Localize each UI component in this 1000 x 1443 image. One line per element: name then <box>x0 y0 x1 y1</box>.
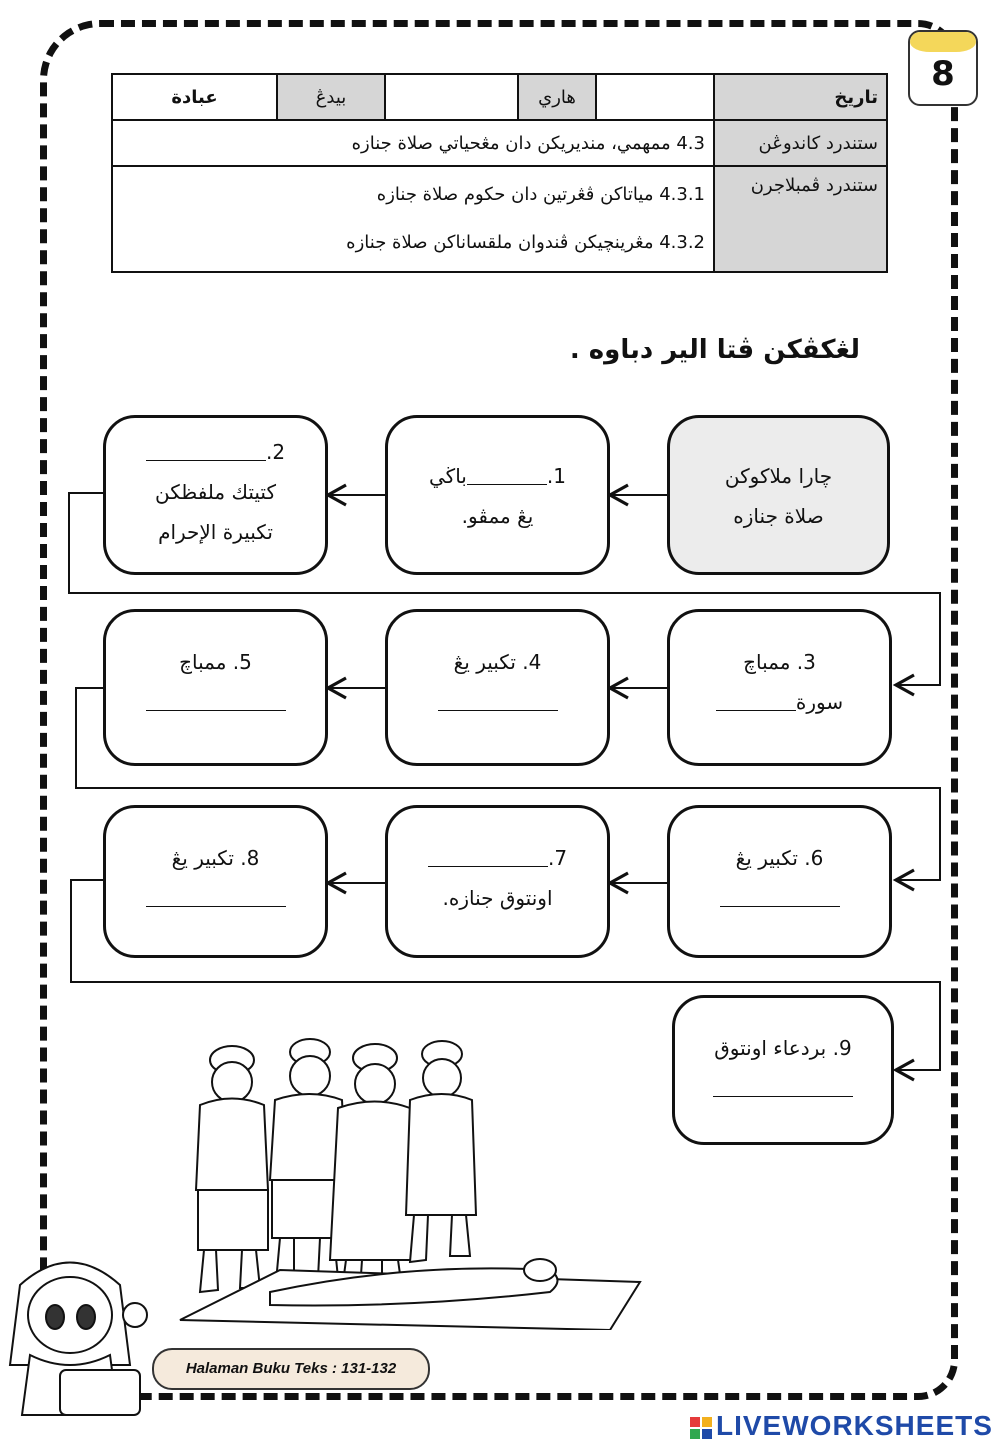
standard-pembelajaran-item: 4.3.2 مڠرينچيكن ڤندوان ملقساناكن صلاة جنازه <box>346 232 705 253</box>
answer-blank-9[interactable] <box>713 1082 853 1097</box>
answer-blank-2[interactable] <box>146 446 266 461</box>
flow-start-line: صلاة جنازه <box>733 504 824 528</box>
answer-blank-3[interactable] <box>716 696 796 711</box>
flow-step-2: 2. كتيتك ملفظكن تكبيرة الإحرام <box>103 415 328 575</box>
bidang-label: بيدڠ <box>277 74 385 120</box>
instruction-text: لڠكڤكن ڤتا الير دباوه . <box>569 335 860 365</box>
answer-blank-8[interactable] <box>146 892 286 907</box>
flow-start-box <box>667 415 890 575</box>
standard-pembelajaran-label: ستندرد ڤمبلاجرن <box>714 166 887 272</box>
hari-label: هاري <box>518 74 596 120</box>
flow-step-1: 1.باڬي يڠ ممڤو. <box>385 415 610 575</box>
answer-blank-5[interactable] <box>146 696 286 711</box>
page-number: 8 <box>931 54 955 94</box>
funeral-prayer-illustration <box>170 1030 650 1330</box>
flow-start-line: چارا ملاكوكن <box>724 464 833 488</box>
answer-blank-6[interactable] <box>720 892 840 907</box>
brand-logo <box>690 1410 993 1442</box>
flow-step-3: 3. ممباچ سورة <box>667 609 892 766</box>
standard-kandungan-label: ستندرد كاندوڠن <box>714 120 887 166</box>
flow-step-6: 6. تكبير يڠ <box>667 805 892 958</box>
flow-step-7: 7. اونتوق جنازه. <box>385 805 610 958</box>
answer-blank-4[interactable] <box>438 696 558 711</box>
tarikh-label: تاريخ <box>714 74 887 120</box>
flow-step-9: 9. بردعاء اونتوق <box>672 995 894 1145</box>
flow-step-8: 8. تكبير يڠ <box>103 805 328 958</box>
brand-name: LIVEWORKSHEETS <box>716 1410 993 1441</box>
subject-value: عبادة <box>112 74 277 120</box>
answer-blank-7[interactable] <box>428 852 548 867</box>
book-reference: Halaman Buku Teks : 131-132 <box>152 1348 430 1390</box>
standard-kandungan-text: 4.3 ممهمي، منديريكن دان مڠحياتي صلاة جنازه <box>112 120 714 166</box>
standard-pembelajaran-item: 4.3.1 مياتاكن ڤڠرتين دان حكوم صلاة جنازه <box>376 184 705 205</box>
flow-step-4: 4. تكبير يڠ <box>385 609 610 766</box>
student-girl-illustration <box>0 1245 150 1425</box>
flow-step-5: 5. ممباچ <box>103 609 328 766</box>
brand-mark-icon <box>690 1417 712 1439</box>
answer-blank-1[interactable] <box>467 470 547 485</box>
